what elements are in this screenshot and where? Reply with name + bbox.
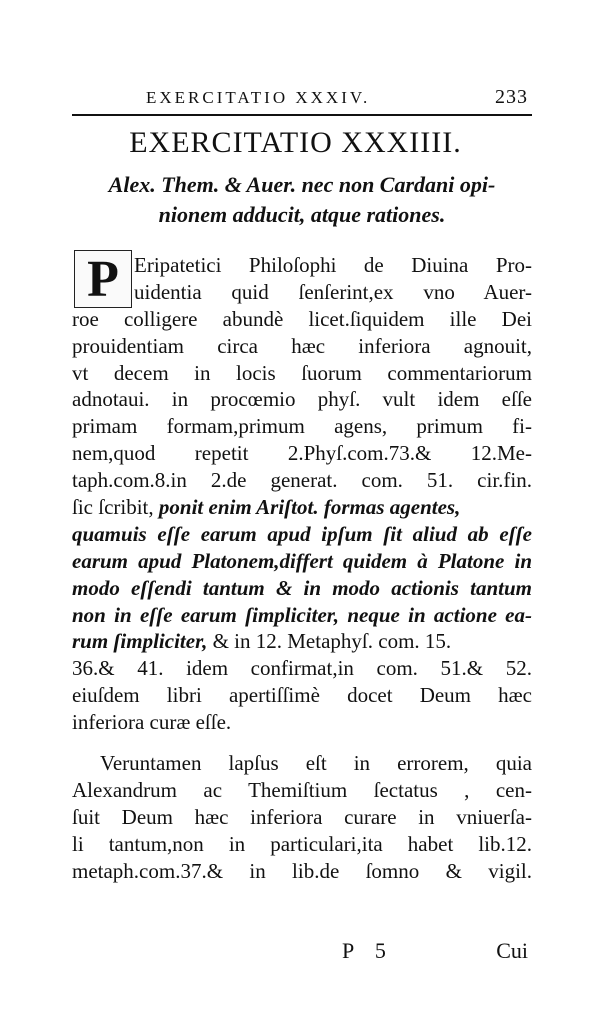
text-line: quamuis eſſe earum apud ipſum ſit aliud ab eſſe (72, 521, 532, 546)
text-italic: ponit enim Ariſtot. formas agentes, (158, 495, 461, 520)
text-roman: & in 12. Metaphyſ. com. 15. (207, 629, 452, 654)
text-line: ſuit Deum hæc inferiora curare in vniuerſa- (72, 804, 532, 829)
catchword: Cui (496, 938, 528, 963)
subtitle-line: nionem adducit, atque rationes. (158, 202, 446, 227)
text-line: uidentia quid ſenſerint,ex vno Auer- (134, 279, 532, 304)
chapter-subtitle (72, 170, 532, 230)
text-roman: ſic ſcribit, (72, 495, 159, 520)
text-line: non in eſſe earum ſimpliciter, neque in actione ea- (72, 602, 532, 627)
text-italic: rum ſimpliciter, (72, 629, 208, 654)
text-line: Alexandrum ac Themiſtium ſectatus , cen- (72, 777, 532, 802)
text-line: primam formam,primum agens, primum fi- (72, 414, 532, 439)
text-line: taph.com.8.in 2.de generat. com. 51. cir.fin. (72, 468, 532, 493)
text-line: modo eſſendi tantum & in modo actionis tantum (72, 575, 532, 600)
text-line: 36.& 41. idem confirmat,in com. 51.& 52. (72, 656, 532, 681)
running-title: EXERCITATIO XXXIV. (146, 88, 371, 107)
text-line: eiuſdem libri apertiſſimè docet Deum hæc (72, 683, 532, 708)
subtitle-line: Alex. Them. & Auer. nec non Cardani opi- (108, 172, 496, 197)
page-number: 233 (495, 86, 528, 108)
text-line: inferiora curæ eſſe. (72, 710, 232, 735)
text-line: earum apud Platonem,differt quidem à Platone in (72, 548, 532, 573)
paragraph-gap (72, 736, 532, 750)
signature-mark: P 5 (342, 938, 394, 963)
catchwords-line (72, 938, 528, 968)
text-line (72, 628, 532, 655)
text-line: Eripatetici Philoſophi de Diuina Pro- (134, 253, 532, 277)
body-text (72, 252, 532, 884)
text-line: adnotaui. in procœmio phyſ. vult idem eſſe (72, 387, 532, 412)
text-line: roe colligere abundè licet.ſiquidem ille Dei (72, 306, 532, 331)
text-line: metaph.com.37.& in lib.de ſomno & vigil. (72, 858, 532, 883)
text-line (72, 494, 532, 521)
text-line: li tantum,non in particulari,ita habet lib.12. (72, 831, 532, 856)
drop-cap-letter: P (87, 251, 119, 308)
chapter-title: EXERCITATIO XXXIIII. (129, 126, 462, 159)
text-line: vt decem in locis ſuorum commentariorum (72, 360, 532, 385)
text-line: nem,quod repetit 2.Phyſ.com.73.& 12.Me- (72, 441, 532, 466)
header-rule (72, 114, 532, 116)
text-line: prouidentiam circa hæc inferiora agnouit, (72, 333, 532, 358)
text-line: Veruntamen lapſus eſt in errorem, quia (100, 751, 532, 776)
running-head (74, 86, 530, 110)
